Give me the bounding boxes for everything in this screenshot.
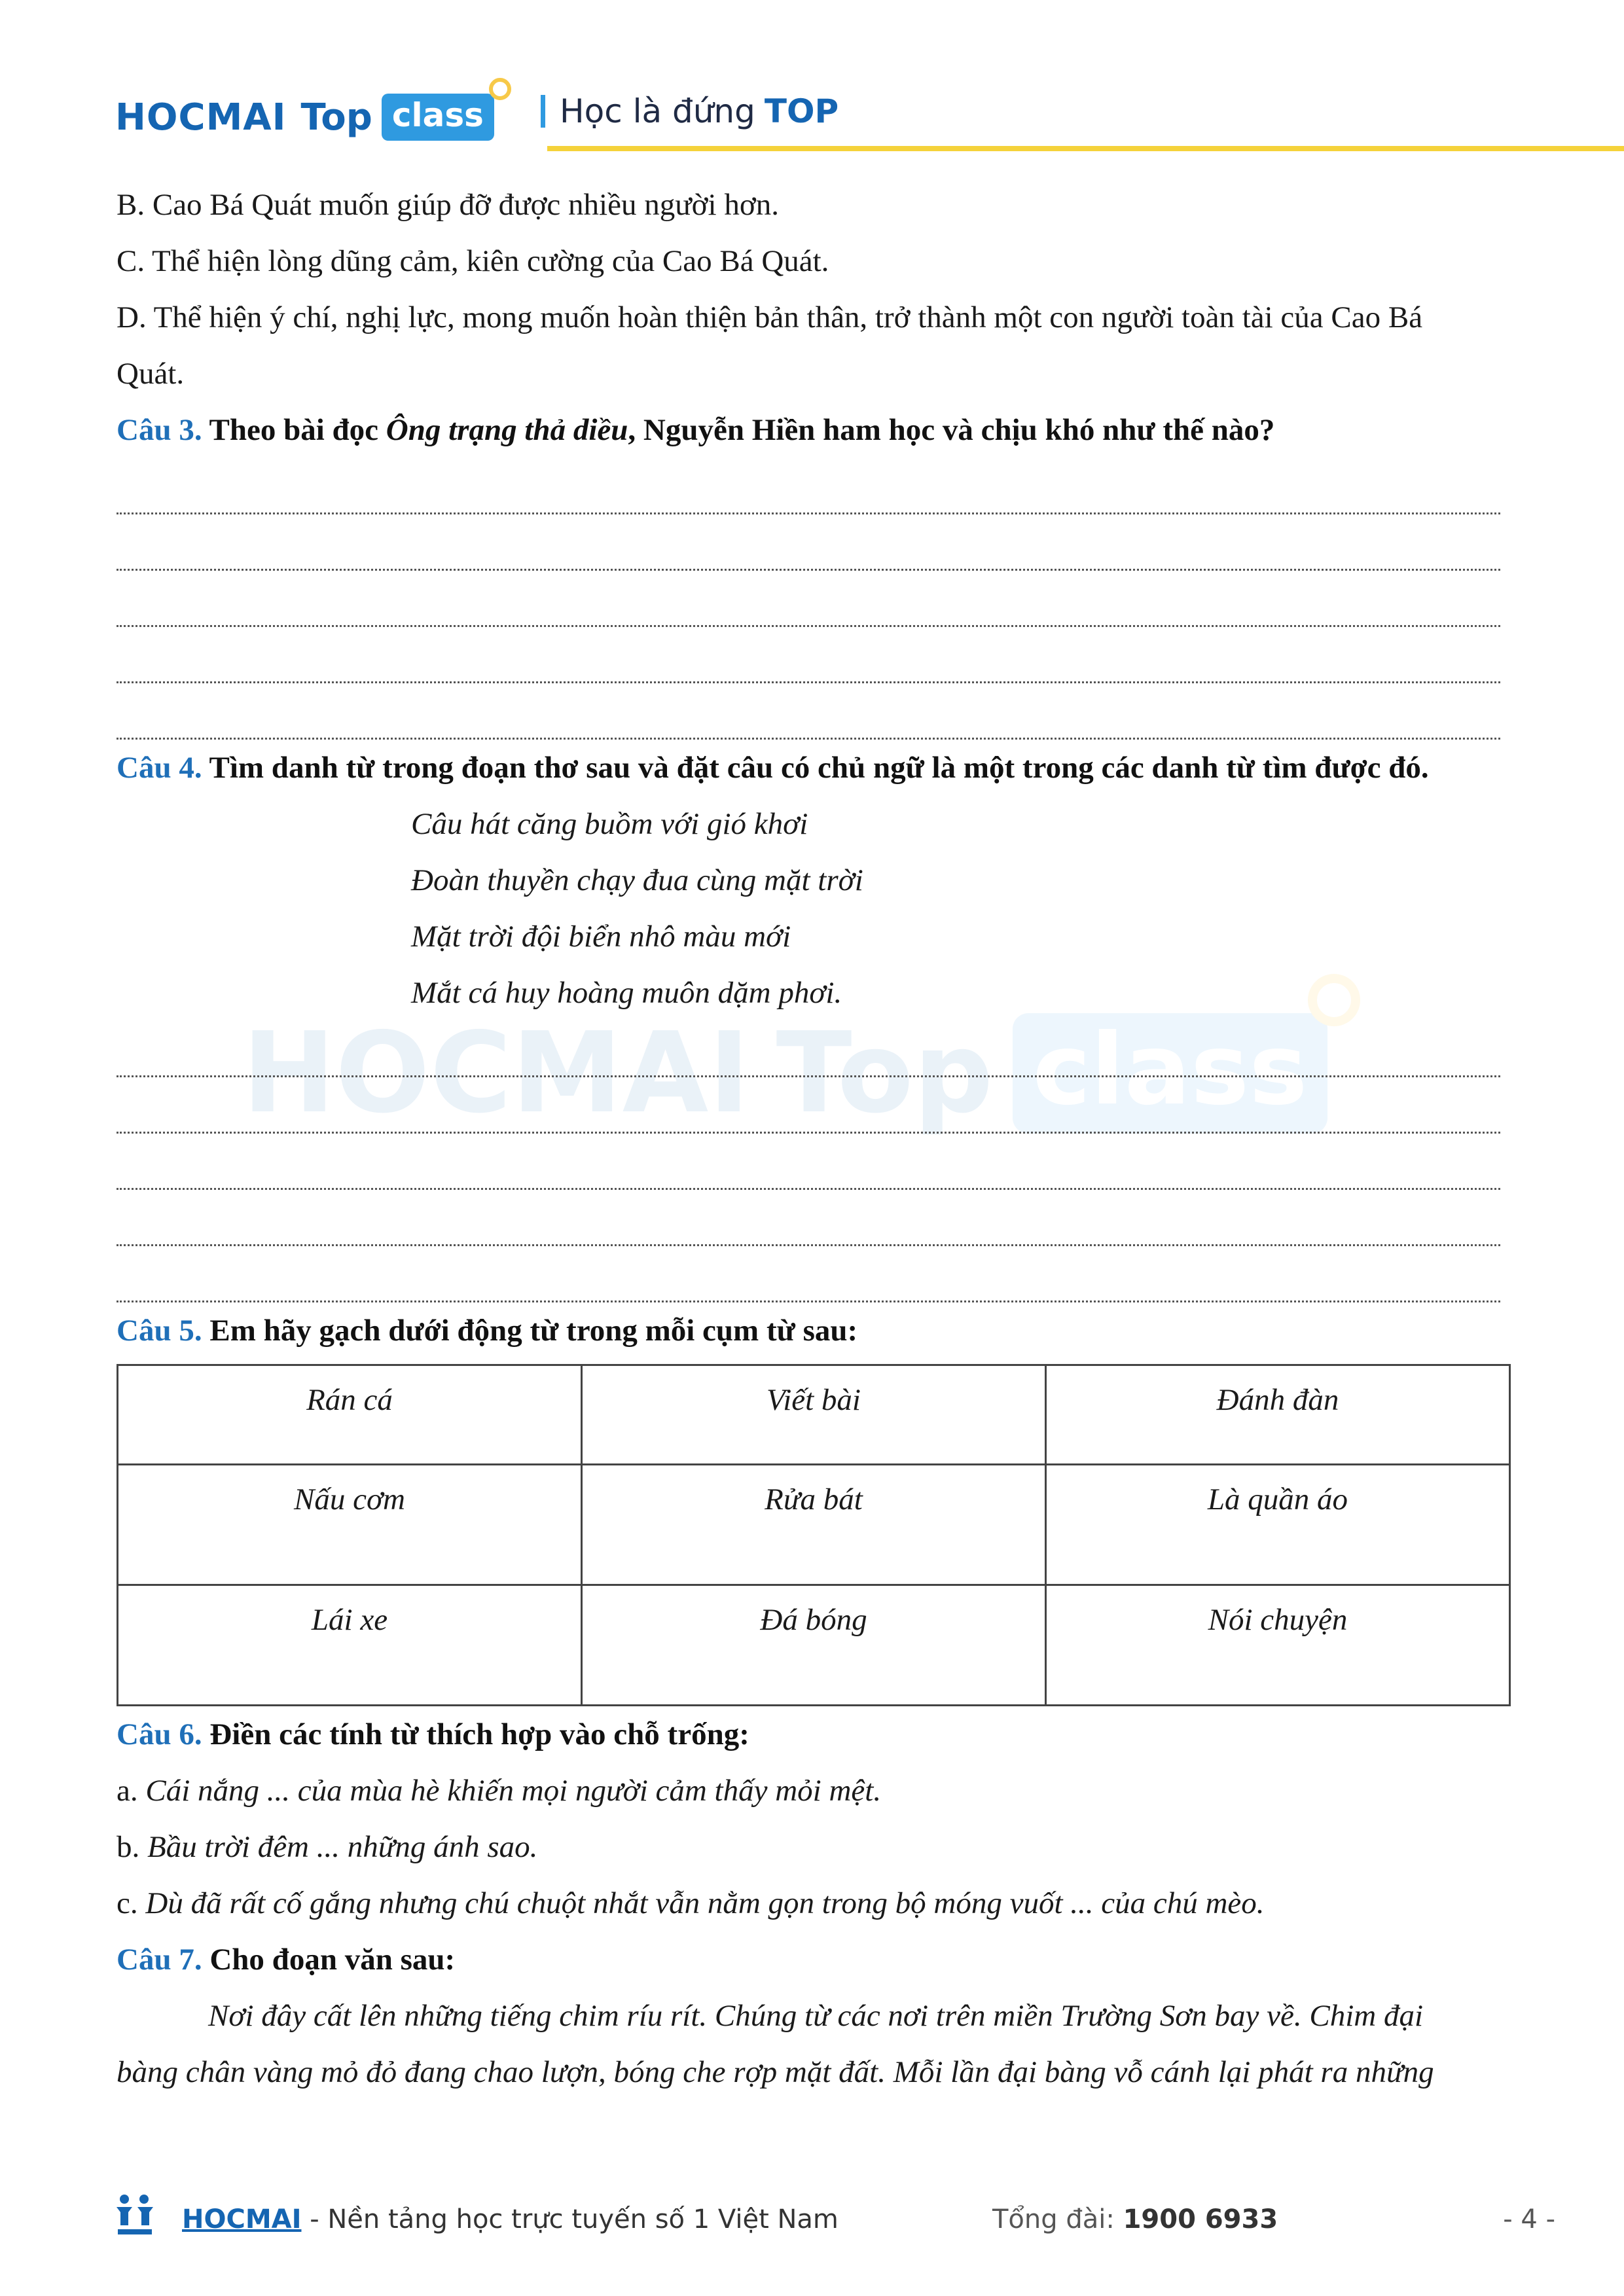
answer-line[interactable] [117,627,1500,683]
poem-line-4: Mắt cá huy hoàng muôn dặm phơi. [411,976,842,1010]
option-c: C. Thể hiện lòng dũng cảm, kiên cường của Cao Bá Quát. [117,244,829,278]
answer-area-q3[interactable] [117,458,1500,740]
footer-slogan: - Nền tảng học trực tuyến số 1 Việt Nam [301,2204,839,2234]
answer-line[interactable] [117,1246,1500,1302]
answer-line[interactable] [117,683,1500,740]
question-3-text-b: , Nguyễn Hiền ham học và chịu khó như thế nào? [628,413,1275,447]
answer-line[interactable] [117,514,1500,571]
table-cell[interactable]: Đá bóng [582,1585,1046,1706]
fill-item-text: Bầu trời đêm ... những ánh sao. [147,1830,538,1864]
logo-hocmai-text: HOCMAI [115,96,287,139]
answer-line[interactable] [117,571,1500,627]
header-rule [547,146,1624,151]
logo-class-badge [382,94,494,141]
question-4-label: Câu 4. [117,751,202,785]
table-cell[interactable]: Rửa bát [582,1465,1046,1585]
fill-item-text: Dù đã rất cố gắng nhưng chú chuột nhắt vẫn nằm gọn trong bộ móng vuốt ... của chú mèo. [145,1886,1265,1920]
header-tagline [541,92,839,130]
table-row [118,1365,1510,1465]
question-5 [117,1302,1511,1359]
option-d-line-2: Quát. [117,357,185,391]
answer-line[interactable] [117,1134,1500,1190]
poem-line-2: Đoàn thuyền chạy đua cùng mặt trời [411,863,863,897]
hocmai-people-icon [115,2193,154,2236]
footer-hotline [992,2204,1278,2234]
question-4 [117,740,1511,796]
question-5-text: Em hãy gạch dưới động từ trong mỗi cụm từ sau: [209,1314,858,1348]
question-3-text-a: Theo bài đọc [209,413,379,447]
question-6-text: Điền các tính từ thích hợp vào chỗ trống: [209,1717,749,1751]
logo-class-text: class [391,96,484,134]
question-6-label: Câu 6. [117,1717,202,1751]
question-5-label: Câu 5. [117,1314,202,1348]
question-3 [117,402,1511,458]
verb-phrase-table [117,1364,1511,1706]
watermark-class-text: class [1032,1013,1308,1127]
page-header [115,69,1555,154]
fill-item-a [117,1763,1511,1819]
question-7-text: Cho đoạn văn sau: [209,1943,456,1977]
option-d-line-1: D. Thể hiện ý chí, nghị lực, mong muốn hoàn thiện bản thân, trở thành một con người toàn tài của Cao Bá [117,300,1423,334]
table-row [118,1465,1510,1585]
question-7 [117,1931,1511,1988]
table-cell[interactable]: Là quần áo [1046,1465,1510,1585]
fill-item-b [117,1819,1511,1875]
passage-line-1: Nơi đây cất lên những tiếng chim ríu rít. Chúng từ các nơi trên miền Trường Sơn bay về. Chim đại [208,1999,1424,2033]
answer-area-q4[interactable] [117,1021,1500,1302]
hocmai-topclass-logo [115,94,494,141]
fill-item-prefix: b. [117,1830,140,1864]
fill-item-text: Cái nắng ... của mùa hè khiến mọi người cảm thấy mỏi mệt. [145,1774,882,1808]
footer-brand-link[interactable]: HOCMAI [182,2204,302,2234]
question-4-text: Tìm danh từ trong đoạn thơ sau và đặt câu có chủ ngữ là một trong các danh từ tìm được đó. [209,751,1429,785]
question-6 [117,1706,1511,1763]
question-3-label: Câu 3. [117,413,202,447]
passage-line-2: bàng chân vàng mỏ đỏ đang chao lượn, bóng che rợp mặt đất. Mỗi lần đại bàng vỗ cánh lại phát ra những [117,2055,1434,2089]
footer-hotline-label: Tổng đài: [992,2204,1123,2234]
table-row [118,1585,1510,1706]
poem-line-1: Câu hát căng buồm với gió khơi [411,807,808,841]
tagline-divider [541,95,545,128]
question-3-title: Ông trạng thả diều [386,413,628,447]
answer-line[interactable] [117,458,1500,514]
answer-line[interactable] [117,1190,1500,1246]
watermark-hocmai: HOCMAI [242,1009,750,1138]
logo-top-text: Top [300,96,372,139]
poem-line-3: Mặt trời đội biển nhô màu mới [411,920,791,954]
footer-hotline-number: 1900 6933 [1123,2204,1278,2234]
fill-item-prefix: a. [117,1774,138,1808]
worksheet-content [117,177,1511,2100]
table-cell[interactable]: Lái xe [118,1585,582,1706]
page-number: - 4 - [1503,2204,1555,2234]
watermark-top: Top [776,1009,994,1138]
sun-icon [489,78,511,100]
tagline-top: TOP [764,92,839,130]
option-b: B. Cao Bá Quát muốn giúp đỡ được nhiều người hơn. [117,188,779,222]
table-cell[interactable]: Đánh đàn [1046,1365,1510,1465]
fill-item-c [117,1875,1511,1931]
answer-line[interactable] [117,1077,1500,1134]
tagline-text: Học là đứng [560,92,755,130]
question-7-label: Câu 7. [117,1943,202,1977]
answer-line[interactable] [117,1021,1500,1077]
footer-brand-line [182,2204,839,2234]
table-cell[interactable]: Nói chuyện [1046,1585,1510,1706]
table-cell[interactable]: Viết bài [582,1365,1046,1465]
table-cell[interactable]: Nấu cơm [118,1465,582,1585]
fill-item-prefix: c. [117,1886,138,1920]
table-cell[interactable]: Rán cá [118,1365,582,1465]
page-footer [115,2193,1555,2245]
